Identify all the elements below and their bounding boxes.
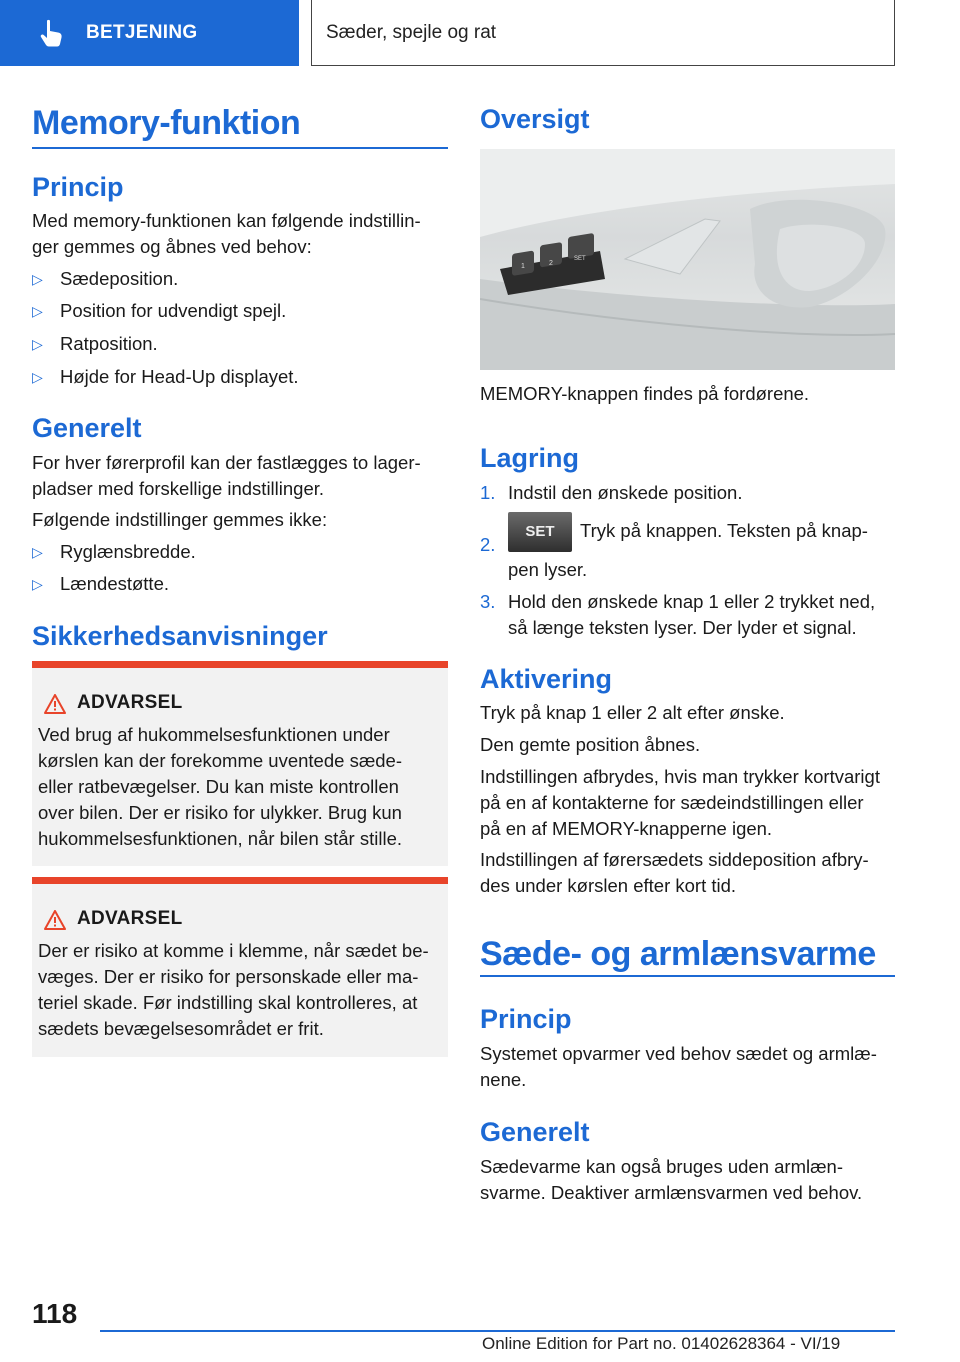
triangle-bullet-icon: ▷ xyxy=(32,544,43,560)
hand-pointer-icon xyxy=(36,18,66,48)
numbered-step: 2. SET Tryk på knappen. Teksten på knap- pen lyser. xyxy=(480,512,896,582)
princip-heading: Princip xyxy=(32,172,124,202)
list-item: ▷ Ryglænsbredde. xyxy=(32,539,196,565)
memory-button-2-label: 2 xyxy=(549,260,553,267)
varme-princip-heading: Princip xyxy=(480,1004,572,1034)
varme-generelt-text: Sædevarme kan også bruges uden armlæn- svarme. Deaktiver armlænsvarmen ved behov. xyxy=(480,1156,863,1203)
warning-text: Ved brug af hukommelsesfunktionen under kørslen kan der forekomme uventede sæde- eller ratbevægelser. Du kan miste kontrollen over bilen. Der er risiko for ulykker. Brug kun hukommelsesfunktionen, når bilen står stille. xyxy=(38,724,403,849)
edition-note: Online Edition for Part no. 01402628364 - VI/19 xyxy=(482,1334,841,1353)
photo-caption: MEMORY-knappen findes på fordørene. xyxy=(480,383,810,404)
triangle-bullet-icon: ▷ xyxy=(32,336,43,352)
aktivering-heading: Aktivering xyxy=(480,664,613,694)
safety-heading: Sikkerhedsanvisninger xyxy=(32,621,328,651)
triangle-bullet-icon: ▷ xyxy=(32,576,43,592)
warning-box xyxy=(32,877,448,1057)
door-panel-illustration xyxy=(480,149,895,370)
footer-rule xyxy=(100,1330,895,1332)
door-memory-buttons-photo xyxy=(480,149,895,370)
title-rule xyxy=(480,975,895,977)
aktivering-text: Indstillingen afbrydes, hvis man trykker kortvarigt på en af kontakterne for sædeindstillingen eller på en af MEMORY-knapperne igen. xyxy=(480,766,880,839)
lagring-heading: Lagring xyxy=(480,443,579,473)
triangle-bullet-icon: ▷ xyxy=(32,303,43,319)
warning-triangle-icon xyxy=(44,910,66,930)
numbered-step: 3. Hold den ønskede knap 1 eller 2 trykket ned, så længe teksten lyser. Der lyder et signal. xyxy=(480,591,876,638)
generelt-text: For hver førerprofil kan der fastlægges to lager- pladser med forskellige indstillinger. xyxy=(32,452,421,499)
oversigt-heading: Oversigt xyxy=(480,104,590,134)
varme-princip-text: Systemet opvarmer ved behov sædet og armlæ- nene. xyxy=(480,1043,877,1090)
warning-title: ADVARSEL xyxy=(77,908,183,929)
varme-generelt-heading: Generelt xyxy=(480,1117,590,1147)
memory-button-set-label: SET xyxy=(574,256,586,262)
warning-box xyxy=(32,661,448,866)
generelt-text2: Følgende indstillinger gemmes ikke: xyxy=(32,509,328,530)
triangle-bullet-icon: ▷ xyxy=(32,369,43,385)
set-key-icon: SET xyxy=(508,512,572,552)
list-item: ▷ Ratposition. xyxy=(32,331,158,357)
numbered-step: 1. Indstil den ønskede position. xyxy=(480,482,743,503)
section-label: BETJENING xyxy=(86,22,198,43)
aktivering-text: Indstillingen af førersædets siddeposition afbry- des under kørslen efter kort tid. xyxy=(480,849,869,896)
list-item: ▷ Position for udvendigt spejl. xyxy=(32,298,286,324)
section-tab xyxy=(0,0,299,66)
list-item: ▷ Sædeposition. xyxy=(32,266,178,292)
warning-title: ADVARSEL xyxy=(77,692,183,713)
section-title: Sæde- og armlænsvarme xyxy=(480,935,876,973)
chapter-title: Sæder, spejle og rat xyxy=(311,0,895,66)
list-item: ▷ Højde for Head-Up displayet. xyxy=(32,364,299,390)
aktivering-text: Tryk på knap 1 eller 2 alt efter ønske. xyxy=(480,702,785,723)
generelt-heading: Generelt xyxy=(32,413,142,443)
page-title: Memory-funktion xyxy=(32,104,301,142)
warning-triangle-icon xyxy=(44,694,66,714)
page-number: 118 xyxy=(32,1298,78,1329)
list-item: ▷ Lændestøtte. xyxy=(32,571,169,597)
princip-intro: Med memory-funktionen kan følgende indstillin- ger gemmes og åbnes ved behov: xyxy=(32,210,421,257)
triangle-bullet-icon: ▷ xyxy=(32,271,43,287)
page-header xyxy=(0,0,960,66)
memory-button-1-label: 1 xyxy=(521,263,525,270)
aktivering-text: Den gemte position åbnes. xyxy=(480,734,701,755)
title-rule xyxy=(32,147,448,149)
warning-text: Der er risiko at komme i klemme, når sædet be- væges. Der er risiko for personskade eller ma- teriel skade. Før indstilling skal kontrolleres, at sædets bevægelsesområdet er frit. xyxy=(38,940,429,1039)
